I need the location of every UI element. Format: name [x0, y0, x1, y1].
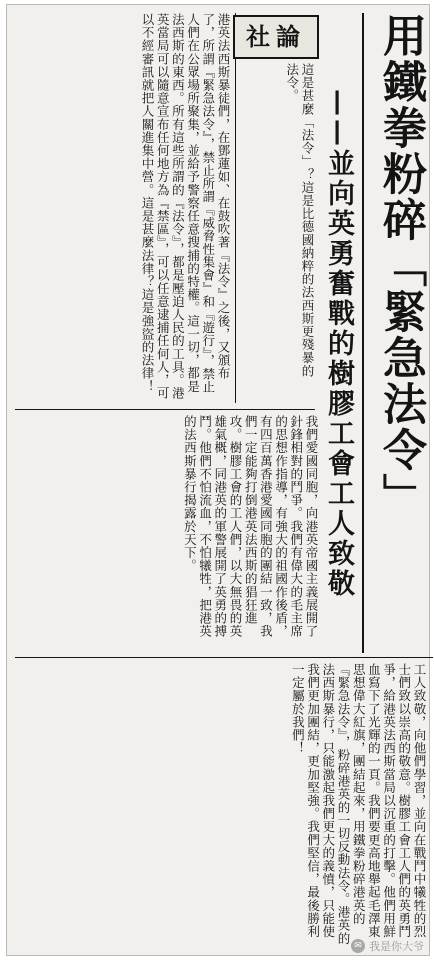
divider	[15, 657, 433, 658]
watermark-text: 我是你大爷	[369, 940, 424, 953]
watermark	[351, 938, 424, 954]
wechat-icon: ✉	[351, 939, 365, 953]
article-column: 我們愛國同胞，向港英帝國主義展開了針鋒相對的鬥爭。我們有偉大的毛主席的思想作指導，有強大的祖國作後盾，有四百萬香港愛國同胞的團結一致，我們一定能夠打倒港英法西斯的猖狂進攻。樹膠工會的工人們，以大無畏的英雄氣概，同港英的軍警展開了英勇的搏鬥。他們不怕流血，不怕犧牲，把港英的法西斯暴行揭露於天下。	[182, 415, 319, 638]
newspaper-clipping	[6, 4, 430, 956]
article-column: 工人致敬，向他們學習，並向在戰鬥中犧牲的烈士們致以崇高的敬意。樹膠工會工人們的英勇鬥爭，給港英法西斯當局以沉重的打擊。他們用鮮血寫下了光輝的一頁。我們要更高地舉起毛澤東思想偉大紅旗，團結起來，用鐵拳粉碎港英的『緊急法令』，粉碎港英的一切反動法令。港英的法西斯暴行，只能激起我們更大的義憤，只能使我們更加團結，更加堅強。我們堅信，最後勝利一定屬於我們！	[290, 663, 427, 945]
headline: 用鐵拳粉碎「緊急法令」	[362, 13, 428, 653]
article-column: 這是甚麼「法令」？這是比德國納粹的法西斯更殘暴的法令。	[284, 63, 315, 378]
article-column: 港英法西斯暴徒們，在鄧蓮如、在鼓吹著『法令』之後，又頒布了，所謂『緊急法令』，禁止所謂『威脅性集會』和『遊行』，禁止人們在公眾場所聚集，並給予警察任意搜捕的特權。這一切，都是法西斯的東西。所有這些所謂的『法令』，都是壓迫人民的工具。港英當局可以隨意宣布任何地方為『禁區』，可以任意逮捕任何人，可以不經審訊就把人關進集中營。這是甚麼法律？這是強盜的法律！	[139, 13, 231, 400]
subheadline: ——並向英勇奮戰的樹膠工會工人致敬	[323, 89, 354, 599]
divider	[15, 409, 315, 410]
divider	[235, 13, 236, 403]
editorial-stamp: 社論	[233, 15, 319, 59]
